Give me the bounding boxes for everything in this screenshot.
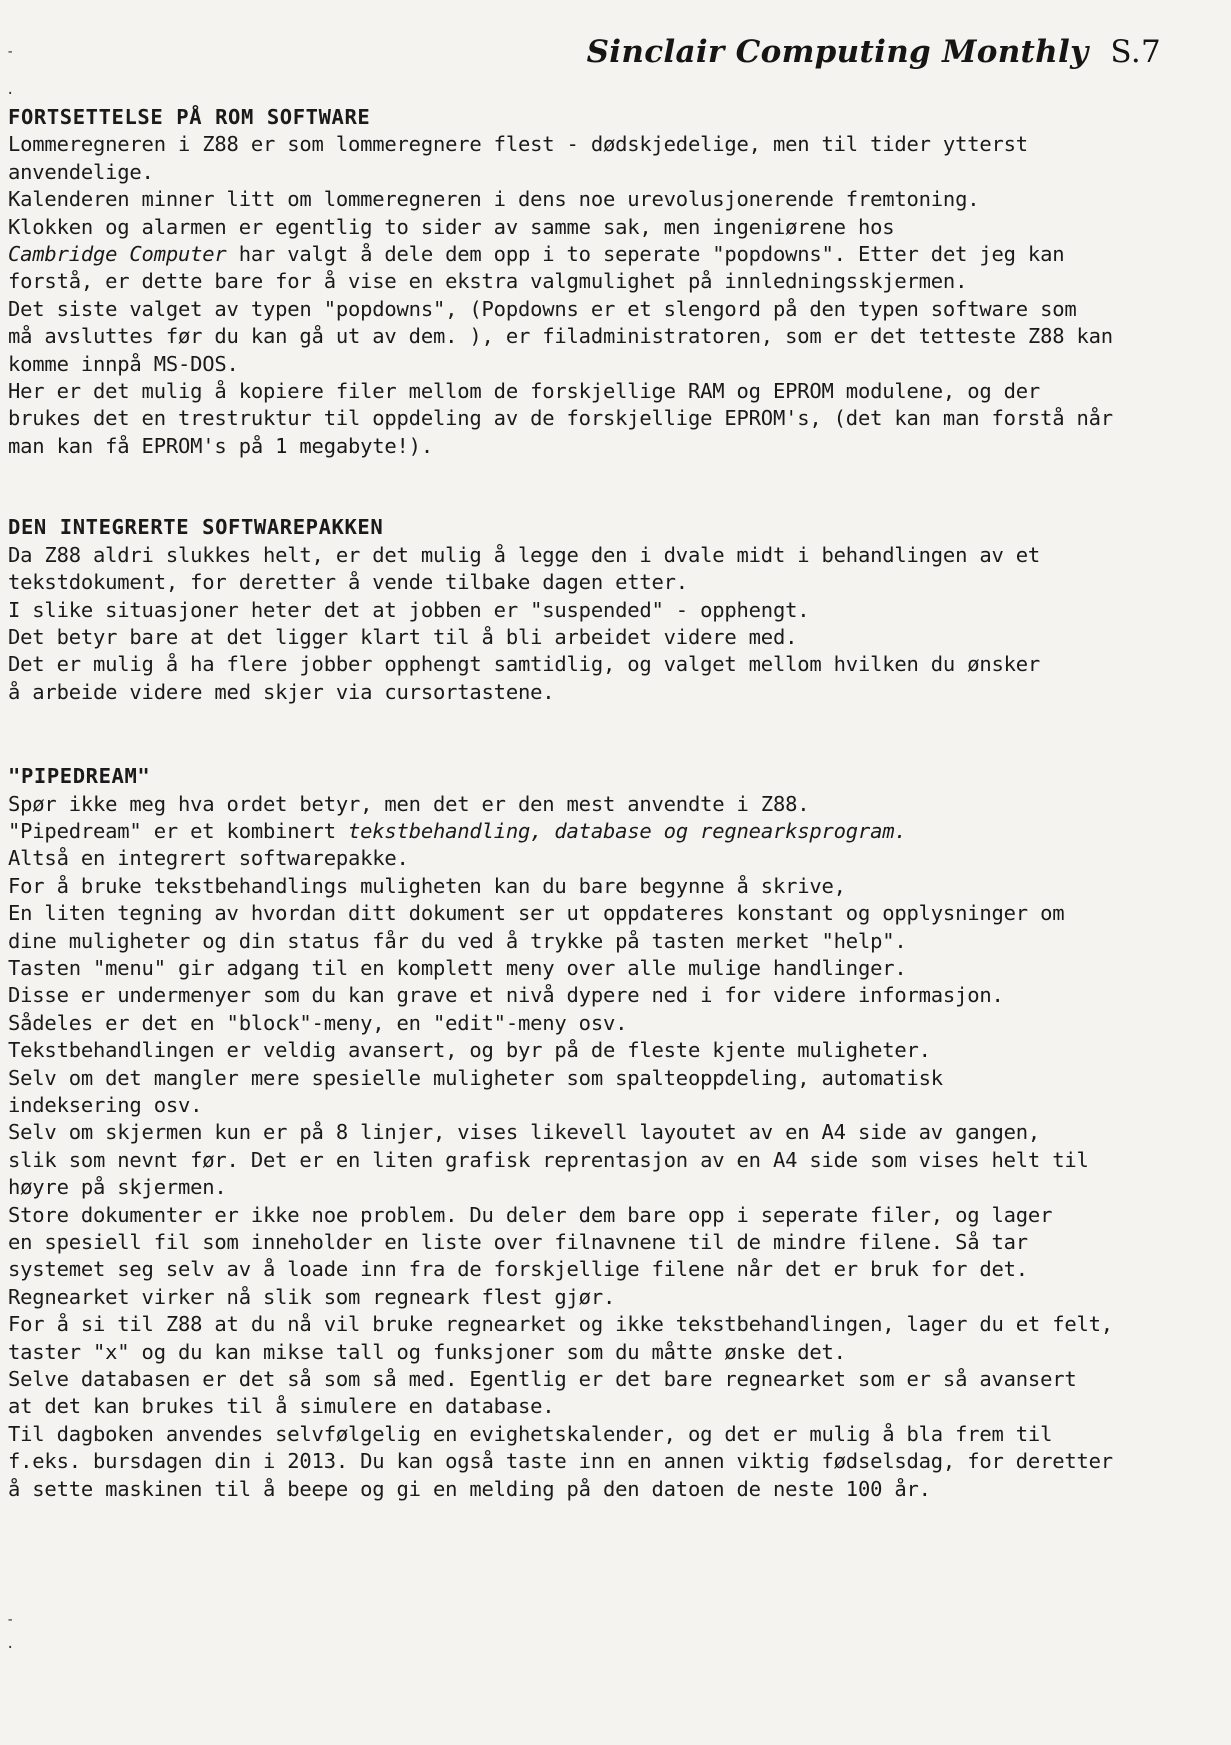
margin-mark: .: [6, 1636, 15, 1652]
company-name: Cambridge Computer: [8, 242, 227, 267]
text-line: Kalenderen minner litt om lommeregneren i dens noe urevolusjonerende fremtoning.: [8, 187, 980, 212]
text-line: f.eks. bursdagen din i 2013. Du kan også taste inn en annen viktig fødselsdag, for deretter: [8, 1449, 1113, 1474]
text-line: Lommeregneren i Z88 er som lommeregnere flest - dødskjedelige, men til tider ytterst: [8, 132, 1028, 157]
text-line: Selv om skjermen kun er på 8 linjer, vises likevell layoutet av en A4 side av gangen,: [8, 1120, 1041, 1145]
text-line: indeksering osv.: [8, 1093, 203, 1117]
text-line: For å si til Z88 at du nå vil bruke regnearket og ikke tekstbehandlingen, lager du et felt,: [8, 1312, 1113, 1337]
text-line: Spør ikke meg hva ordet betyr, men det er den mest anvendte i Z88.: [8, 791, 810, 816]
text-line: må avsluttes før du kan gå ut av dem. ), er filadministratoren, som er det tetteste Z88 kan: [8, 324, 1113, 349]
text-line: Det er mulig å ha flere jobber opphengt samtidlig, og valget mellom hvilken du ønsker: [8, 652, 1041, 677]
text-line: Regnearket virker nå slik som regneark flest gjør.: [8, 1284, 616, 1309]
text-line: I slike situasjoner heter det at jobben er "suspended" - opphengt.: [8, 597, 810, 622]
text-line: slik som nevnt før. Det er en liten grafisk reprentasjon av en A4 side som vises helt til: [8, 1147, 1089, 1172]
section-heading: DEN INTEGRERTE SOFTWAREPAKKEN: [8, 515, 384, 540]
text-line: Her er det mulig å kopiere filer mellom de forskjellige RAM og EPROM modulene, og der: [8, 379, 1041, 404]
text-line: systemet seg selv av å loade inn fra de forskjellige filene når det er bruk for det.: [8, 1257, 1028, 1282]
text-line: Tekstbehandlingen er veldig avansert, og byr på de fleste kjente muligheter.: [8, 1038, 931, 1063]
text-line: tekstdokument, for deretter å vende tilbake dagen etter.: [8, 570, 688, 595]
text-line: For å bruke tekstbehandlings muligheten kan du bare begynne å skrive,: [8, 873, 846, 898]
margin-mark: .: [6, 82, 15, 98]
section-heading: FORTSETTELSE PÅ ROM SOFTWARE: [8, 105, 371, 129]
text-line: at det kan brukes til å simulere en database.: [8, 1394, 555, 1419]
text-line: [8, 818, 1208, 845]
text-line: Selve databasen er det så som så med. Egentlig er det bare regnearket som er så avansert: [8, 1367, 1077, 1392]
text-line: høyre på skjermen.: [8, 1175, 227, 1200]
text-line: Disse er undermenyer som du kan grave et nivå dypere ned i for videre informasjon.: [8, 983, 1004, 1008]
text-line: Klokken og alarmen er egentlig to sider av samme sak, men ingeniørene hos: [8, 214, 895, 239]
text-line: Sådeles er det en "block"-meny, en "edit"-meny osv.: [8, 1010, 628, 1035]
italic-text: tekstbehandling, database og regnearksprogram.: [347, 818, 907, 843]
section-gap: [8, 706, 1208, 763]
text-line: Tasten "menu" gir adgang til en komplett meny over alle mulige handlinger.: [8, 955, 907, 980]
page-header: [587, 34, 1161, 70]
text-line: Store dokumenter er ikke noe problem. Du deler dem bare opp i seperate filer, og lager: [8, 1202, 1053, 1227]
text-line: forstå, er dette bare for å vise en ekstra valgmulighet på innledningsskjermen.: [8, 269, 968, 294]
text-run: har valgt å dele dem opp i to seperate "popdowns". Etter det jeg kan: [226, 242, 1065, 267]
page-number: S.7: [1110, 34, 1161, 70]
text-line: en spesiell fil som inneholder en liste over filnavnene til de mindre filene. Så tar: [8, 1230, 1028, 1255]
text-line: Selv om det mangler mere spesielle muligheter som spalteoppdeling, automatisk: [8, 1065, 943, 1090]
text-line: dine muligheter og din status får du ved å trykke på tasten merket "help".: [8, 928, 907, 953]
text-line: anvendelige.: [8, 159, 154, 184]
margin-mark: -: [6, 1612, 15, 1628]
text-line: Da Z88 aldri slukkes helt, er det mulig å legge den i dvale midt i behandlingen av et: [8, 542, 1041, 567]
margin-mark: -: [6, 44, 15, 60]
text-line: Altså en integrert softwarepakke.: [8, 846, 409, 871]
text-line: Til dagboken anvendes selvfølgelig en evighetskalender, og det er mulig å bla frem til: [8, 1421, 1053, 1446]
text-line: brukes det en trestruktur til oppdeling av de forskjellige EPROM's, (det kan man forstå når: [8, 406, 1113, 431]
text-line: En liten tegning av hvordan ditt dokument ser ut oppdateres konstant og opplysninger om: [8, 901, 1065, 926]
text-line: komme innpå MS-DOS.: [8, 351, 239, 376]
text-line: man kan få EPROM's på 1 megabyte!).: [8, 433, 433, 458]
text-line: å arbeide videre med skjer via cursortastene.: [8, 679, 555, 704]
text-line: Det siste valget av typen "popdowns", (Popdowns er et slengord på den typen software som: [8, 296, 1077, 321]
text-line: Det betyr bare at det ligger klart til å bli arbeidet videre med.: [8, 624, 798, 649]
text-run: "Pipedream" er et kombinert: [8, 818, 348, 843]
section-gap: [8, 460, 1208, 514]
text-line: å sette maskinen til å beepe og gi en melding på den datoen de neste 100 år.: [8, 1476, 931, 1501]
text-line: [8, 241, 1208, 268]
document-body: [8, 104, 1208, 1503]
text-line: taster "x" og du kan mikse tall og funksjoner som du måtte ønske det.: [8, 1339, 846, 1364]
publication-title: Sinclair Computing Monthly: [586, 34, 1089, 70]
section-heading: "PIPEDREAM": [8, 764, 151, 789]
